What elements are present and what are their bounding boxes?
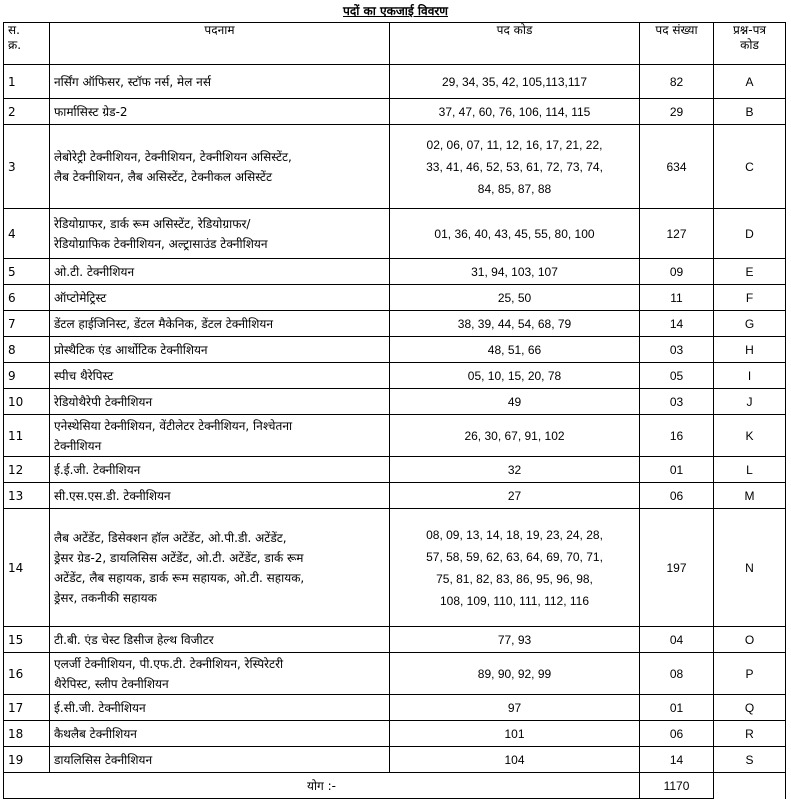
serial-cell: 7 bbox=[4, 311, 50, 337]
post-name-cell: कैथलैब टेक्नीशियन bbox=[50, 721, 390, 747]
qp-code-cell: F bbox=[714, 285, 786, 311]
post-count-cell: 09 bbox=[640, 259, 714, 285]
post-code-cell: 25, 50 bbox=[390, 285, 640, 311]
table-row bbox=[4, 483, 786, 509]
qp-code-cell: C bbox=[714, 125, 786, 209]
post-code-cell: 27 bbox=[390, 483, 640, 509]
post-name-cell: डायलिसिस टेक्नीशियन bbox=[50, 747, 390, 773]
table-row bbox=[4, 415, 786, 457]
post-code-cell: 97 bbox=[390, 695, 640, 721]
serial-cell: 8 bbox=[4, 337, 50, 363]
qp-code-cell: Q bbox=[714, 695, 786, 721]
table-row bbox=[4, 363, 786, 389]
post-name-cell: ऑप्टोमेट्रिस्ट bbox=[50, 285, 390, 311]
serial-cell: 9 bbox=[4, 363, 50, 389]
qp-code-cell: K bbox=[714, 415, 786, 457]
table-row bbox=[4, 747, 786, 773]
post-count-cell: 29 bbox=[640, 99, 714, 125]
serial-cell: 16 bbox=[4, 653, 50, 695]
qp-code-cell: N bbox=[714, 509, 786, 627]
header-qp-code bbox=[714, 23, 786, 65]
post-code-cell: 89, 90, 92, 99 bbox=[390, 653, 640, 695]
post-code-cell: 49 bbox=[390, 389, 640, 415]
table-row bbox=[4, 125, 786, 209]
qp-code-cell: S bbox=[714, 747, 786, 773]
serial-cell: 15 bbox=[4, 627, 50, 653]
post-code-cell: 31, 94, 103, 107 bbox=[390, 259, 640, 285]
qp-code-cell: I bbox=[714, 363, 786, 389]
post-count-cell: 16 bbox=[640, 415, 714, 457]
header-post-code-label: पद कोड bbox=[496, 23, 533, 37]
serial-cell: 3 bbox=[4, 125, 50, 209]
table-row bbox=[4, 457, 786, 483]
qp-code-cell: E bbox=[714, 259, 786, 285]
table-row bbox=[4, 65, 786, 99]
post-count-cell: 82 bbox=[640, 65, 714, 99]
qp-code-cell: O bbox=[714, 627, 786, 653]
post-count-cell: 05 bbox=[640, 363, 714, 389]
post-name-cell: फार्मासिस्ट ग्रेड-2 bbox=[50, 99, 390, 125]
serial-cell: 17 bbox=[4, 695, 50, 721]
header-post-count-label: पद संख्या bbox=[655, 23, 698, 37]
total-value: 1170 bbox=[640, 773, 714, 799]
qp-code-cell: P bbox=[714, 653, 786, 695]
post-code-cell: 48, 51, 66 bbox=[390, 337, 640, 363]
header-post-code bbox=[390, 23, 640, 65]
page-title: पदों का एकजाई विवरण bbox=[343, 4, 448, 18]
qp-code-cell: J bbox=[714, 389, 786, 415]
post-count-cell: 197 bbox=[640, 509, 714, 627]
total-label: योग :- bbox=[4, 773, 640, 799]
post-name-cell: प्रोस्थैटिक एंड आर्थोटिक टेक्नीशियन bbox=[50, 337, 390, 363]
post-code-cell: 26, 30, 67, 91, 102 bbox=[390, 415, 640, 457]
post-count-cell: 03 bbox=[640, 337, 714, 363]
post-name-cell: नर्सिंग ऑफिसर, स्टॉफ नर्स, मेल नर्स bbox=[50, 65, 390, 99]
table-row bbox=[4, 209, 786, 259]
post-code-cell: 101 bbox=[390, 721, 640, 747]
total-blank bbox=[714, 773, 786, 799]
header-post-count bbox=[640, 23, 714, 65]
post-count-cell: 634 bbox=[640, 125, 714, 209]
post-name-cell: स्पीच थैरेपिस्ट bbox=[50, 363, 390, 389]
total-row bbox=[4, 773, 786, 799]
post-name-cell: लैब अटेंडेंट, डिसेक्शन हॉल अटेंडेंट, ओ.पी.डी. अटेंडेंट, ड्रेसर ग्रेड-2, डायलिसिस अटेंडेंट, ओ.टी. अटेंडेंट, डार्क रूम अटेंडेंट, लैब सहायक, डार्क रूम सहायक, ओ.टी. सहायक, ड्रेसर, तकनीकी सहायक bbox=[50, 509, 390, 627]
post-name-cell: टी.बी. एंड चेस्ट डिसीज हेल्थ विजीटर bbox=[50, 627, 390, 653]
qp-code-cell: A bbox=[714, 65, 786, 99]
serial-cell: 2 bbox=[4, 99, 50, 125]
serial-cell: 5 bbox=[4, 259, 50, 285]
post-name-cell: एनेस्थेसिया टेक्नीशियन, वेंटीलेटर टेक्नीशियन, निश्चेतना टेक्नीशियन bbox=[50, 415, 390, 457]
serial-cell: 12 bbox=[4, 457, 50, 483]
post-name-cell: लेबोरेट्री टेक्नीशियन, टेक्नीशियन, टेक्नीशियन असिस्टेंट, लैब टेक्नीशियन, लैब असिस्टेंट, टेक्नीकल असिस्टेंट bbox=[50, 125, 390, 209]
serial-cell: 4 bbox=[4, 209, 50, 259]
post-code-cell: 05, 10, 15, 20, 78 bbox=[390, 363, 640, 389]
table-row bbox=[4, 259, 786, 285]
header-serial bbox=[4, 23, 50, 65]
post-code-cell: 38, 39, 44, 54, 68, 79 bbox=[390, 311, 640, 337]
post-count-cell: 14 bbox=[640, 747, 714, 773]
serial-cell: 13 bbox=[4, 483, 50, 509]
post-count-cell: 127 bbox=[640, 209, 714, 259]
header-post-name-label: पदनाम bbox=[204, 23, 235, 37]
serial-cell: 18 bbox=[4, 721, 50, 747]
post-count-cell: 11 bbox=[640, 285, 714, 311]
qp-code-cell: D bbox=[714, 209, 786, 259]
table-row bbox=[4, 653, 786, 695]
post-name-cell: डेंटल हाईजिनिस्ट, डेंटल मैकेनिक, डेंटल टेक्नीशियन bbox=[50, 311, 390, 337]
post-count-cell: 04 bbox=[640, 627, 714, 653]
post-count-cell: 14 bbox=[640, 311, 714, 337]
post-code-cell: 32 bbox=[390, 457, 640, 483]
qp-code-cell: L bbox=[714, 457, 786, 483]
serial-cell: 14 bbox=[4, 509, 50, 627]
serial-cell: 1 bbox=[4, 65, 50, 99]
header-serial-label: स. क्र. bbox=[8, 23, 22, 52]
qp-code-cell: G bbox=[714, 311, 786, 337]
post-name-cell: रेडियोथैरेपी टेक्नीशियन bbox=[50, 389, 390, 415]
post-code-cell: 02, 06, 07, 11, 12, 16, 17, 21, 22, 33, 41, 46, 52, 53, 61, 72, 73, 74, 84, 85, 87, 88 bbox=[390, 125, 640, 209]
posts-table bbox=[3, 22, 786, 799]
post-code-cell: 01, 36, 40, 43, 45, 55, 80, 100 bbox=[390, 209, 640, 259]
table-row bbox=[4, 627, 786, 653]
table-row bbox=[4, 311, 786, 337]
serial-cell: 6 bbox=[4, 285, 50, 311]
table-body bbox=[4, 65, 786, 773]
serial-cell: 11 bbox=[4, 415, 50, 457]
table-row bbox=[4, 99, 786, 125]
post-count-cell: 08 bbox=[640, 653, 714, 695]
table-row bbox=[4, 695, 786, 721]
post-name-cell: सी.एस.एस.डी. टेक्नीशियन bbox=[50, 483, 390, 509]
table-row bbox=[4, 337, 786, 363]
post-count-cell: 01 bbox=[640, 457, 714, 483]
post-name-cell: ई.ई.जी. टेक्नीशियन bbox=[50, 457, 390, 483]
post-name-cell: रेडियोग्राफर, डार्क रूम असिस्टेंट, रेडियोग्राफर/ रेडियोग्राफिक टेक्नीशियन, अल्ट्रासाउंड टेक्नीशियन bbox=[50, 209, 390, 259]
post-code-cell: 104 bbox=[390, 747, 640, 773]
qp-code-cell: H bbox=[714, 337, 786, 363]
post-code-cell: 37, 47, 60, 76, 106, 114, 115 bbox=[390, 99, 640, 125]
table-row bbox=[4, 285, 786, 311]
post-code-cell: 77, 93 bbox=[390, 627, 640, 653]
header-qp-code-label: प्रश्न-पत्र कोड bbox=[732, 23, 767, 52]
post-count-cell: 03 bbox=[640, 389, 714, 415]
post-name-cell: ई.सी.जी. टेक्नीशियन bbox=[50, 695, 390, 721]
post-count-cell: 01 bbox=[640, 695, 714, 721]
serial-cell: 10 bbox=[4, 389, 50, 415]
table-row bbox=[4, 389, 786, 415]
qp-code-cell: R bbox=[714, 721, 786, 747]
qp-code-cell: B bbox=[714, 99, 786, 125]
post-name-cell: ओ.टी. टेक्नीशियन bbox=[50, 259, 390, 285]
post-count-cell: 06 bbox=[640, 721, 714, 747]
table-row bbox=[4, 509, 786, 627]
qp-code-cell: M bbox=[714, 483, 786, 509]
post-code-cell: 29, 34, 35, 42, 105,113,117 bbox=[390, 65, 640, 99]
serial-cell: 19 bbox=[4, 747, 50, 773]
header-post-name bbox=[50, 23, 390, 65]
post-count-cell: 06 bbox=[640, 483, 714, 509]
post-name-cell: एलर्जी टेक्नीशियन, पी.एफ.टी. टेक्नीशियन, रेस्पिरेटरी थैरेपिस्ट, स्लीप टेक्नीशियन bbox=[50, 653, 390, 695]
table-row bbox=[4, 721, 786, 747]
post-code-cell: 08, 09, 13, 14, 18, 19, 23, 24, 28, 57, 58, 59, 62, 63, 64, 69, 70, 71, 75, 81, 82, 83, 86, 95, 96, 98, 108, 109, 110, 111, 112, 116 bbox=[390, 509, 640, 627]
